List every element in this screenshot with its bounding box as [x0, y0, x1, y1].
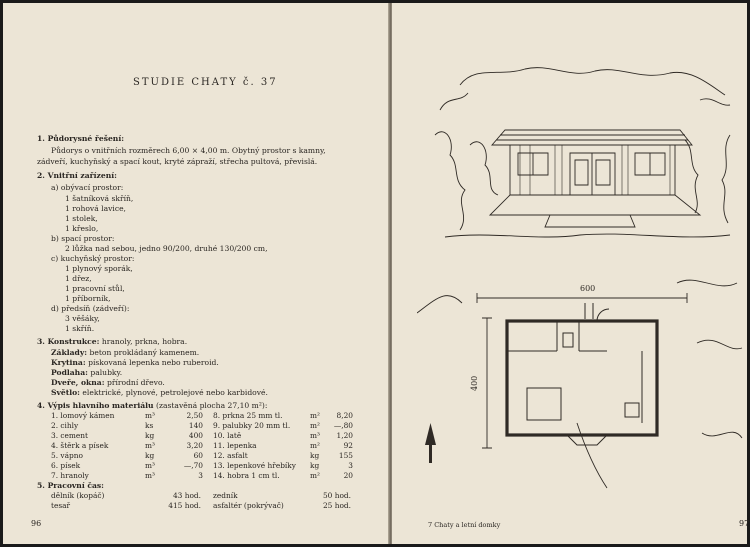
- list-item: 1 pracovní stůl,: [65, 284, 125, 293]
- section-4-label: 4. Výpis hlavního materiálu: [37, 401, 154, 410]
- material-qty: 8,20: [336, 411, 353, 420]
- material-name: 3. cement: [51, 431, 89, 440]
- worker-name: asfaltér (pokrývač): [213, 501, 284, 510]
- material-unit: m³: [145, 411, 155, 420]
- worker-hours: 415 hod.: [168, 501, 201, 510]
- material-qty: 3: [198, 471, 203, 480]
- list-item: 1 rohová lavice,: [65, 204, 126, 213]
- material-qty: 400: [188, 431, 203, 440]
- dimension-height: 400: [470, 375, 479, 391]
- section-1-line-2: zádveří, kuchyňský a spací kout, kryté zápraží, střecha pultová, převislá.: [37, 157, 318, 166]
- material-unit: m²: [310, 421, 320, 430]
- section-2d-label: d) předsíň (zádveří):: [51, 304, 130, 313]
- material-unit: m³: [145, 441, 155, 450]
- section-4-text: (zastavěná plocha 27,10 m²):: [155, 401, 268, 410]
- material-name: 2. cihly: [51, 421, 79, 430]
- construction-text: beton prokládaný kamenem.: [89, 348, 200, 357]
- material-name: 1. lomový kámen: [51, 411, 115, 420]
- material-name: 11. lepenka: [213, 441, 257, 450]
- material-unit: m²: [310, 471, 320, 480]
- section-4-heading: [37, 401, 267, 411]
- material-name: 5. vápno: [51, 451, 83, 460]
- list-item: 1 stolek,: [65, 214, 98, 223]
- material-name: 12. asfalt: [213, 451, 248, 460]
- page-number-right: 97: [739, 519, 750, 528]
- construction-text: palubky.: [90, 368, 123, 377]
- page-footer: 7 Chaty a letní domky: [428, 521, 501, 529]
- construction-label: Podlaha:: [51, 368, 88, 377]
- section-2b-label: b) spací prostor:: [51, 234, 115, 243]
- construction-row: [51, 388, 268, 398]
- material-qty: 3: [348, 461, 353, 470]
- worker-hours: 50 hod.: [322, 491, 351, 500]
- section-1-heading: 1. Půdorysné řešení:: [37, 134, 125, 143]
- material-unit: ks: [145, 421, 154, 430]
- material-unit: m³: [145, 471, 155, 480]
- section-2a-label: a) obývací prostor:: [51, 183, 124, 192]
- material-qty: 60: [193, 451, 203, 460]
- material-qty: 20: [343, 471, 353, 480]
- material-qty: 2,50: [186, 411, 203, 420]
- material-qty: —,80: [333, 421, 353, 430]
- construction-text: pískovaná lepenka nebo ruberoid.: [88, 358, 219, 367]
- list-item: 1 příborník,: [65, 294, 111, 303]
- section-1-line-1: Půdorys o vnitřních rozměrech 6,00 × 4,00 m. Obytný prostor s kamny,: [51, 146, 326, 155]
- construction-label: Dveře, okna:: [51, 378, 105, 387]
- construction-text: elektrické, plynové, petrolejové nebo karbidové.: [82, 388, 268, 397]
- dimension-width: 600: [580, 284, 596, 293]
- construction-row: [51, 348, 199, 358]
- material-unit: m²: [310, 441, 320, 450]
- section-3-text: hranoly, prkna, hobra.: [101, 337, 188, 346]
- list-item: 1 plynový sporák,: [65, 264, 133, 273]
- section-3-label: 3. Konstrukce:: [37, 337, 100, 346]
- section-2-heading: 2. Vnitřní zařízení:: [37, 171, 117, 180]
- list-item: 1 křeslo,: [65, 224, 99, 233]
- material-unit: m³: [145, 461, 155, 470]
- material-unit: m²: [310, 411, 320, 420]
- list-item: 2 lůžka nad sebou, jedno 90/200, druhé 130/200 cm,: [65, 244, 268, 253]
- construction-text: přírodní dřevo.: [106, 378, 165, 387]
- material-name: 13. lepenkové hřebíky: [213, 461, 296, 470]
- list-item: 3 věšáky,: [65, 314, 100, 323]
- worker-name: dělník (kopáč): [51, 491, 105, 500]
- construction-label: Základy:: [51, 348, 88, 357]
- construction-label: Světlo:: [51, 388, 80, 397]
- material-qty: 1,20: [336, 431, 353, 440]
- section-2c-label: c) kuchyňský prostor:: [51, 254, 135, 263]
- worker-name: tesař: [51, 501, 71, 510]
- study-title: STUDIE CHATY č. 37: [133, 77, 278, 88]
- floor-plan: [417, 273, 747, 493]
- page-number-left: 96: [31, 519, 42, 528]
- material-unit: kg: [310, 461, 320, 470]
- material-name: 4. štěrk a písek: [51, 441, 109, 450]
- material-name: 9. palubky 20 mm tl.: [213, 421, 291, 430]
- material-name: 6. písek: [51, 461, 81, 470]
- construction-row: [51, 378, 165, 388]
- cottage-sketch: [430, 55, 740, 245]
- material-name: 14. hobra 1 cm tl.: [213, 471, 280, 480]
- worker-hours: 25 hod.: [322, 501, 351, 510]
- right-page: [392, 3, 750, 544]
- left-page: [3, 3, 389, 544]
- material-qty: 3,20: [186, 441, 203, 450]
- material-qty: 155: [338, 451, 353, 460]
- list-item: 1 skříň.: [65, 324, 95, 333]
- list-item: 1 dřez,: [65, 274, 92, 283]
- material-qty: 92: [343, 441, 353, 450]
- material-unit: kg: [145, 431, 155, 440]
- construction-row: [51, 358, 219, 368]
- worker-name: zedník: [213, 491, 238, 500]
- material-name: 8. prkna 25 mm tl.: [213, 411, 283, 420]
- material-name: 7. hranoly: [51, 471, 89, 480]
- construction-label: Krytina:: [51, 358, 86, 367]
- construction-row: [51, 368, 122, 378]
- material-qty: —,70: [183, 461, 203, 470]
- material-unit: kg: [145, 451, 155, 460]
- material-name: 10. latě: [213, 431, 242, 440]
- list-item: 1 šatníková skříň,: [65, 194, 134, 203]
- material-unit: kg: [310, 451, 320, 460]
- worker-hours: 43 hod.: [172, 491, 201, 500]
- section-3-heading: [37, 337, 187, 347]
- section-5-heading: 5. Pracovní čas:: [37, 481, 104, 490]
- material-qty: 140: [188, 421, 203, 430]
- material-unit: m³: [310, 431, 320, 440]
